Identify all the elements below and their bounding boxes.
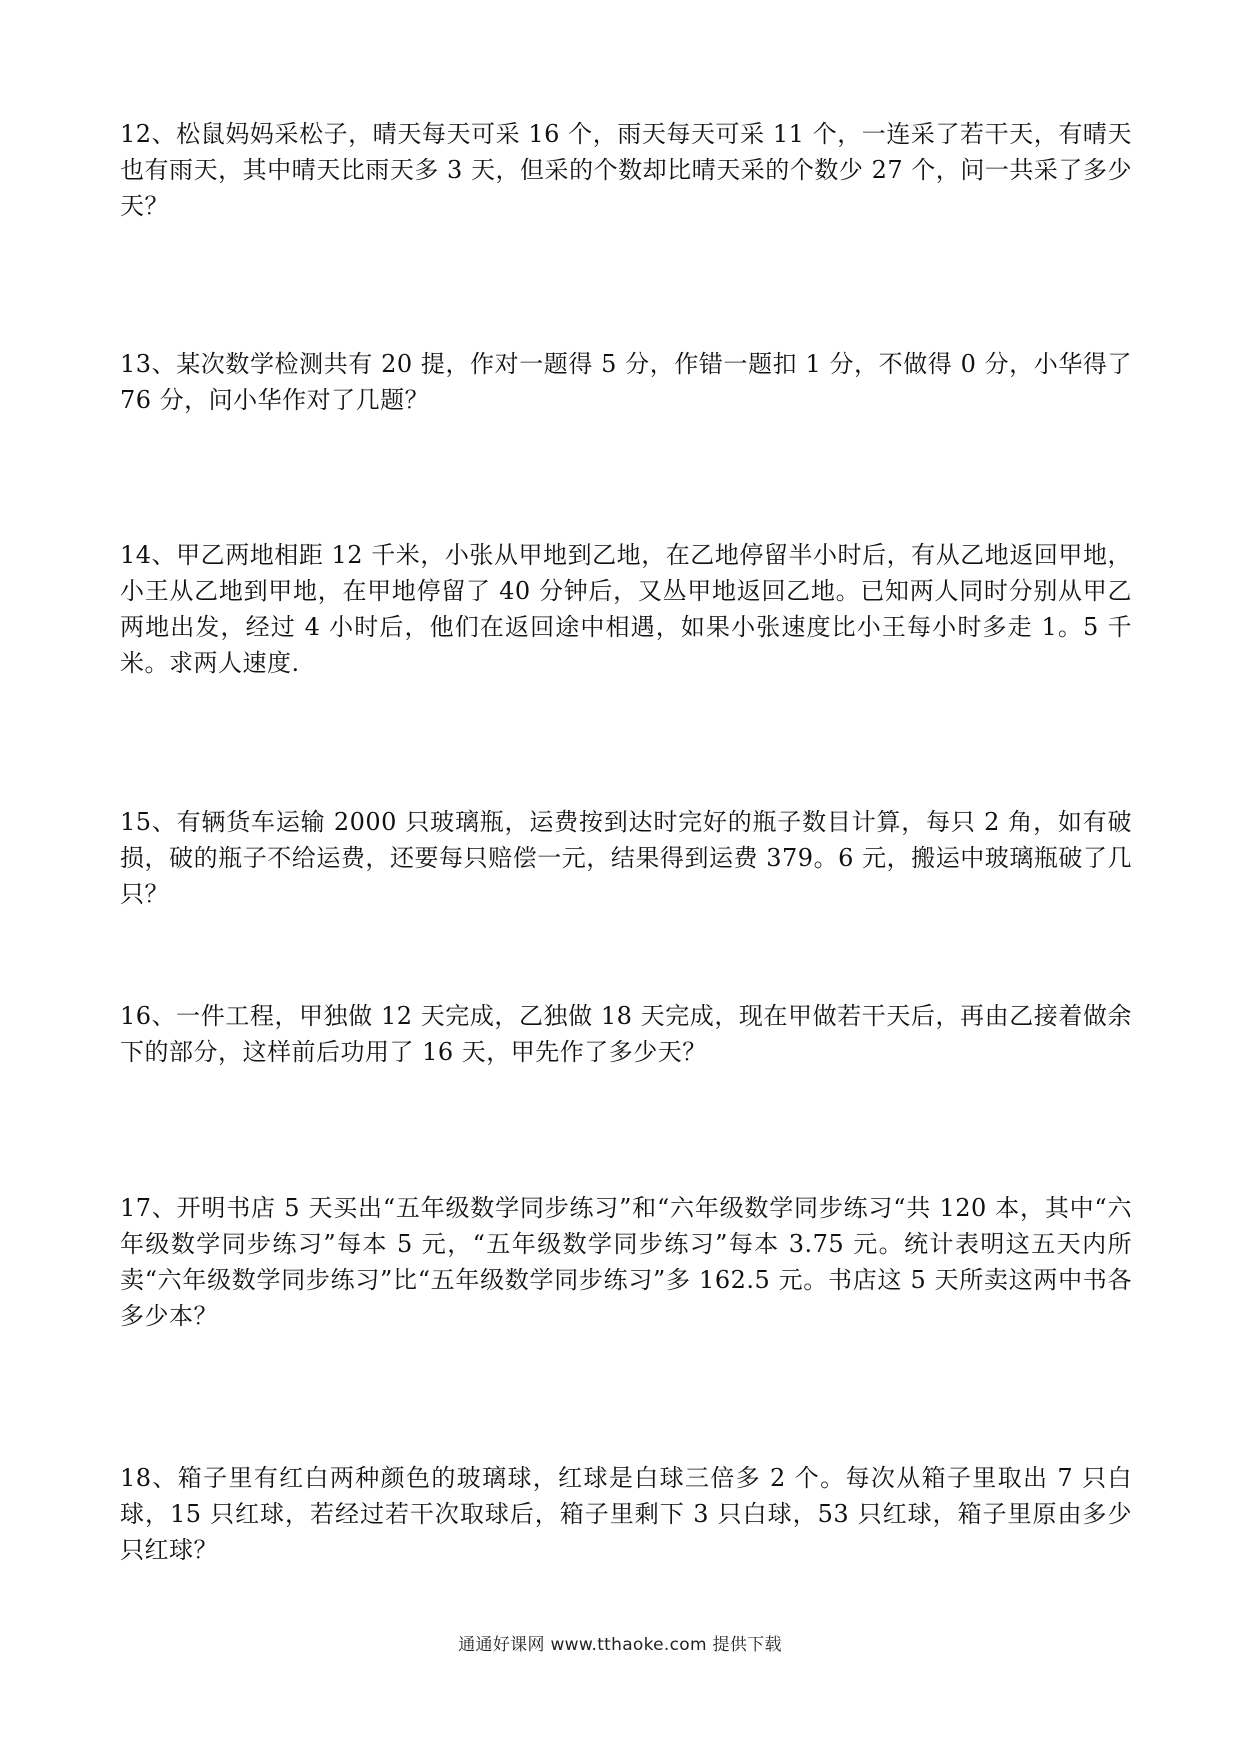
problem-13: 13、某次数学检测共有 20 提，作对一题得 5 分，作错一题扣 1 分，不做得 0 分，小华得了 76 分，问小华作对了几题？ (120, 350, 1132, 414)
problem-15: 15、有辆货车运输 2000 只玻璃瓶，运费按到达时完好的瓶子数目计算，每只 2 角，如有破损，破的瓶子不给运费，还要每只赔偿一元，结果得到运费 379。6 元，搬运中玻璃瓶破了几只？ (120, 808, 1132, 908)
problem-16: 16、一件工程，甲独做 12 天完成，乙独做 18 天完成，现在甲做若干天后，再由乙接着做余下的部分，这样前后功用了 16 天，甲先作了多少天？ (120, 1002, 1132, 1066)
problem-18: 18、箱子里有红白两种颜色的玻璃球，红球是白球三倍多 2 个。每次从箱子里取出 7 只白球，15 只红球，若经过若干次取球后，箱子里剩下 3 只白球，53 只红球，箱子里原由多少只红球？ (120, 1464, 1132, 1564)
problem-17: 17、开明书店 5 天买出“五年级数学同步练习”和“六年级数学同步练习“共 120 本，其中“六年级数学同步练习”每本 5 元，“五年级数学同步练习”每本 3.75 元。统计表明这五天内所卖“六年级数学同步练习”比“五年级数学同步练习”多 162.5 元。书店这 5 天所卖这两中书各多少本？ (120, 1194, 1132, 1330)
page-footer: 通通好课网 www.tthaoke.com 提供下载 (458, 1635, 782, 1655)
problem-14: 14、甲乙两地相距 12 千米，小张从甲地到乙地，在乙地停留半小时后，有从乙地返回甲地，小王从乙地到甲地，在甲地停留了 40 分钟后，又丛甲地返回乙地。已知两人同时分别从甲乙两地出发，经过 4 小时后，他们在返回途中相遇，如果小张速度比小王每小时多走 1。5 千米。求两人速度. (120, 541, 1132, 677)
problem-12: 12、松鼠妈妈采松子，晴天每天可采 16 个，雨天每天可采 11 个，一连采了若干天，有晴天也有雨天，其中晴天比雨天多 3 天，但采的个数却比晴天采的个数少 27 个，问一共采了多少天？ (120, 120, 1132, 220)
